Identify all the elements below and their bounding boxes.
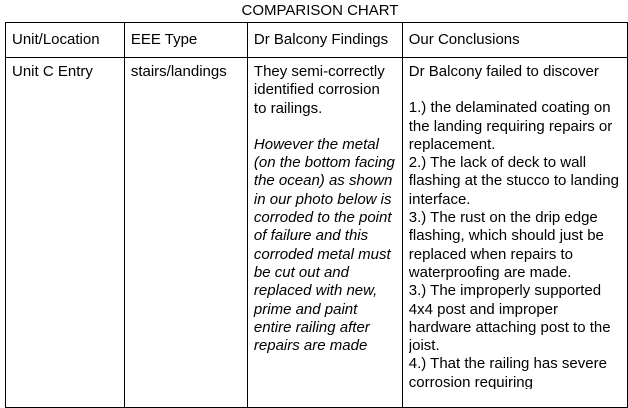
- findings-italic-text: However the metal (on the bottom facing the ocean) as shown in our photo below is corroded to the point of failure and this corroded metal must be cut out and replaced with new, prime and paint entire railing after repairs are made: [253, 135, 395, 355]
- conclusion-item-4: 3.) The improperly supported 4x4 post and improper hardware attaching post to the joist.: [408, 282, 611, 355]
- table-header-row: [6, 23, 628, 58]
- conclusion-item-1: 1.) the delaminated coating on the landing requiring repairs or replacement.: [408, 99, 613, 153]
- conclusions-intro: Dr Balcony failed to discover: [408, 63, 599, 80]
- header-eee-type: EEE Type: [124, 23, 247, 58]
- conclusion-item-5: 4.) That the railing has severe corrosion requiring: [408, 355, 607, 389]
- comparison-table: [5, 22, 628, 408]
- findings-text: They semi-correctly identified corrosion to railings.: [253, 63, 385, 117]
- header-unit-location: Unit/Location: [6, 23, 125, 58]
- chart-title: COMPARISON CHART: [241, 2, 399, 19]
- cell-conclusions: [402, 58, 627, 408]
- conclusion-item-2: 2.) The lack of deck to wall flashing at the stucco to landing interface.: [408, 154, 619, 208]
- table-row: [6, 58, 628, 408]
- cell-eee-type: stairs/landings: [124, 58, 247, 408]
- cell-findings: [247, 58, 402, 408]
- conclusions-content: [409, 63, 621, 389]
- header-conclusions: Our Conclusions: [402, 23, 627, 58]
- header-findings: Dr Balcony Findings: [247, 23, 402, 58]
- conclusion-item-3: 3.) The rust on the drip edge flashing, which should just be replaced when repairs to waterproofing are made.: [408, 209, 604, 281]
- cell-unit: Unit C Entry: [6, 58, 125, 408]
